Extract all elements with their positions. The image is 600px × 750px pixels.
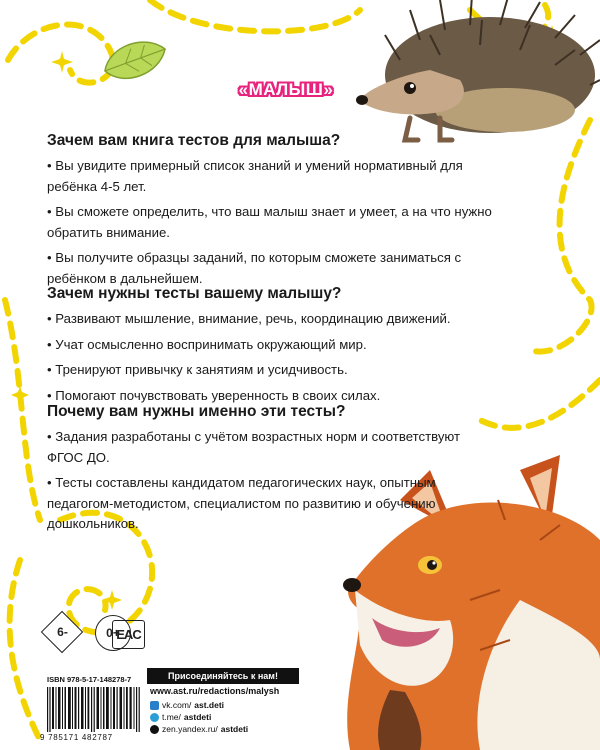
swirl-right xyxy=(530,120,592,352)
vk-icon xyxy=(150,701,159,710)
isbn: ISBN 978-5-17-148278-7 xyxy=(47,675,132,684)
swirl-left-edge xyxy=(10,560,40,740)
section-why-book xyxy=(47,131,492,294)
section-why-tests xyxy=(47,284,492,411)
social-link-vk[interactable] xyxy=(150,700,224,710)
bullet-item: • Вы увидите примерный список знаний и умений нормативный для ребёнка 4-5 лет. xyxy=(47,158,463,194)
swirl-top-center xyxy=(150,0,360,31)
bullet-item: • Вы сможете определить, что ваш малыш знает и умеет, а на что нужно обратить внимание. xyxy=(47,204,492,240)
website-link[interactable]: www.ast.ru/redactions/malysh xyxy=(150,686,280,696)
social-handle: ast.deti xyxy=(194,700,225,710)
age-diamond-label: 6- xyxy=(57,625,68,639)
social-prefix: t.me/ xyxy=(162,712,181,722)
section-title: Зачем вам книга тестов для малыша? xyxy=(47,132,341,149)
bullet-item: • Помогают почувствовать уверенность в своих силах. xyxy=(47,387,381,403)
bullet-item: • Развивают мышление, внимание, речь, координацию движений. xyxy=(47,311,451,326)
bullet-item: • Учат осмысленно воспринимать окружающий мир. xyxy=(47,336,367,352)
telegram-icon xyxy=(150,713,159,722)
social-prefix: zen.yandex.ru/ xyxy=(162,724,218,734)
swirl-top-left xyxy=(8,25,113,83)
social-link-zen[interactable] xyxy=(150,724,248,734)
leaf-icon xyxy=(99,34,170,87)
social-link-telegram[interactable] xyxy=(150,712,211,722)
age-circle-badge: 0+ xyxy=(95,615,131,651)
swirl-left-mid xyxy=(5,300,40,520)
bullet-item: • Вы получите образцы заданий, по которым сможете заниматься с ребёнком в дальнейшем. xyxy=(47,250,462,286)
social-prefix: vk.com/ xyxy=(162,700,192,710)
brand-logo: «МАЛЫШ» xyxy=(238,80,334,99)
eac-mark-icon: EAC xyxy=(112,620,145,649)
bullet-item: • Задания разработаны с учётом возрастных норм и соответствуют ФГОС ДО. xyxy=(47,429,461,465)
zen-icon xyxy=(150,725,159,734)
swirl-right-mid xyxy=(480,380,600,428)
social-handle: astdeti xyxy=(183,712,212,722)
barcode-icon xyxy=(47,687,140,732)
hedgehog-illustration xyxy=(356,0,600,140)
sparkle-icon xyxy=(11,386,29,404)
join-us-banner: Присоединяйтесь к нам! xyxy=(147,668,299,684)
social-handle: astdeti xyxy=(220,724,249,734)
section-title: Почему вам нужны именно эти тесты? xyxy=(47,403,346,420)
section-title: Зачем нужны тесты вашему малышу? xyxy=(47,285,342,302)
bullet-item: • Тесты составлены кандидатом педагогических наук, опытным педагогом-методистом, специалистом по развитию и обучению дошкольников. xyxy=(47,475,436,531)
barcode-digits: 9 785171 482787 xyxy=(40,733,113,742)
section-why-these-tests xyxy=(47,402,492,540)
bullet-item: • Тренируют привычку к занятиям и усидчивость. xyxy=(47,362,348,377)
